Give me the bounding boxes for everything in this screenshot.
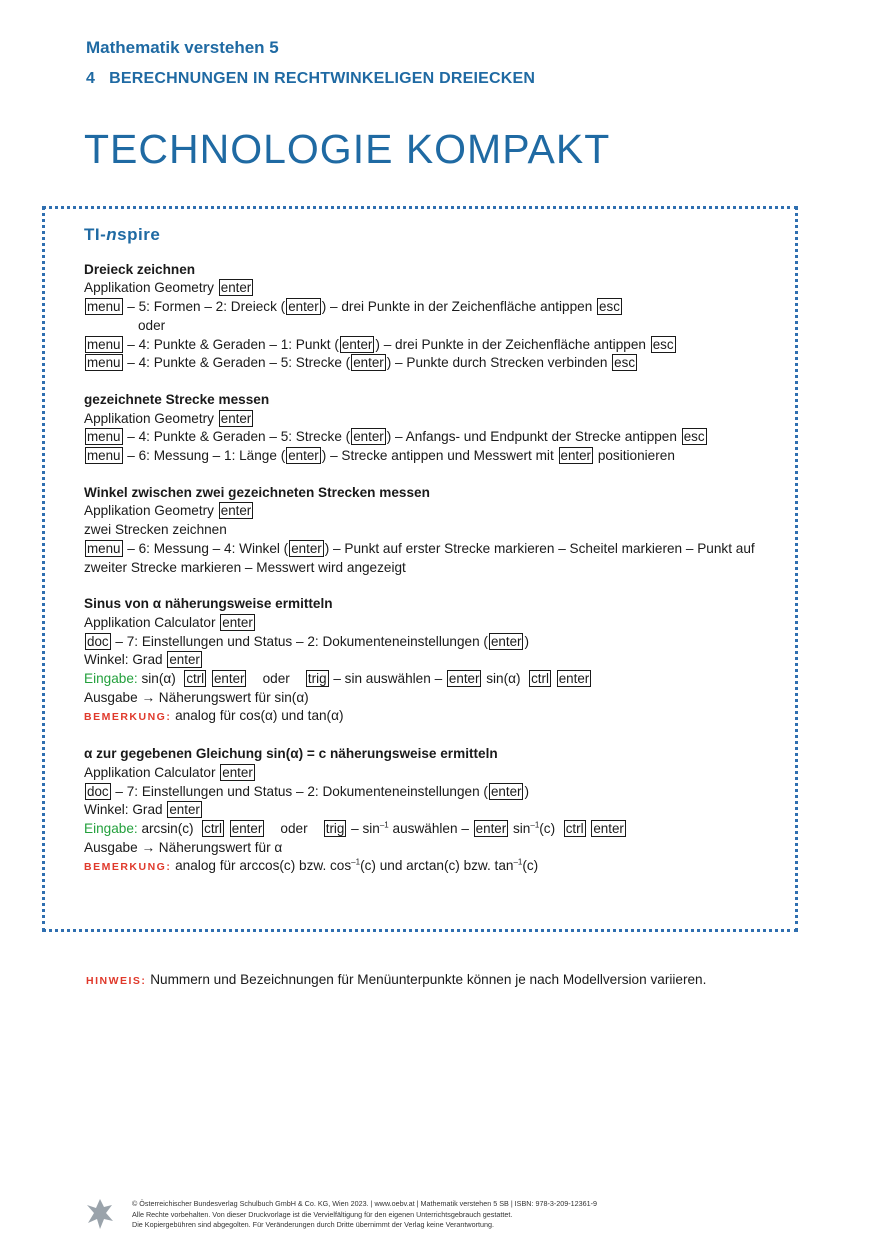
enter-key: enter bbox=[222, 614, 253, 630]
instruction-line: Eingabe: sin(α) ctrl enter oder trig – sin auswählen – enter sin(α) ctrl enter bbox=[84, 671, 590, 687]
footer-copyright: © Österreichischer Bundesverlag Schulbuch GmbH & Co. KG, Wien 2023. | www.oebv.at | Mathematik verstehen 5 SB | ISBN: 978-3-209-12361-9 Alle Rechte vorbehalten. Von dieser Druckvorlage ist die Vervielfältigung für den eigenen Unterrichtsgebrauch gestattet. Die Kopiergebühren sind abgegolten. Für Veränderungen durch Dritte übernimmt der Verlag keine Verantwortung. bbox=[132, 1199, 597, 1229]
section-heading: gezeichnete Strecke messen bbox=[84, 391, 270, 407]
doc-key: doc bbox=[87, 633, 109, 649]
enter-key: enter bbox=[220, 503, 252, 519]
section-strecke-messen bbox=[84, 391, 784, 466]
trig-key: trig bbox=[307, 671, 327, 687]
section-winkel-messen bbox=[84, 484, 784, 578]
remark-label: BEMERKUNG: bbox=[84, 861, 172, 874]
instruction-line: oder bbox=[138, 317, 166, 333]
menu-key: menu bbox=[87, 299, 121, 315]
esc-key: esc bbox=[683, 429, 705, 445]
enter-key: enter bbox=[291, 540, 322, 556]
enter-key: enter bbox=[222, 764, 253, 780]
ctrl-key: ctrl bbox=[204, 820, 222, 836]
section-heading: Winkel zwischen zwei gezeichneten Strecken messen bbox=[84, 484, 430, 500]
instruction-line: Ausgabe → Näherungswert für sin(α) bbox=[84, 689, 309, 705]
enter-key: enter bbox=[341, 336, 373, 352]
instruction-line: Applikation Calculator enter bbox=[84, 764, 253, 780]
instruction-line: Applikation Geometry enter bbox=[84, 280, 252, 296]
instruction-line: menu – 5: Formen – 2: Dreieck ( enter ) – drei Punkte in der Zeichenfläche antippen esc bbox=[87, 299, 620, 315]
device-title: TI-nspire bbox=[84, 225, 161, 244]
instruction-line: menu – 4: Punkte & Geraden – 1: Punkt ( enter ) – drei Punkte in der Zeichenfläche antippen esc bbox=[87, 336, 674, 352]
hint-note bbox=[86, 972, 706, 987]
instruction-line: Eingabe: arcsin(c) ctrl enter oder trig – $\sin^{-1}$ auswählen – enter $\sin^{-1}(c)$ ctrl enter bbox=[84, 820, 624, 836]
instruction-line: Ausgabe → Näherungswert für α bbox=[84, 839, 283, 855]
ctrl-key: ctrl bbox=[186, 671, 205, 687]
enter-key: enter bbox=[558, 671, 590, 687]
menu-key: menu bbox=[87, 540, 121, 556]
enter-key: enter bbox=[560, 448, 592, 464]
esc-key: esc bbox=[599, 299, 620, 315]
enter-key: enter bbox=[353, 355, 384, 371]
book-title: Mathematik verstehen 5 bbox=[86, 38, 279, 57]
enter-key: enter bbox=[448, 671, 480, 687]
ctrl-key: ctrl bbox=[565, 820, 584, 836]
remark-label: BEMERKUNG: bbox=[84, 711, 172, 724]
trig-key: trig bbox=[325, 820, 345, 836]
esc-key: esc bbox=[652, 336, 674, 352]
remark-line: BEMERKUNG: analog für cos(α) und tan(α) bbox=[84, 708, 344, 724]
instruction-line: zwei Strecken zeichnen bbox=[84, 522, 227, 538]
enter-key: enter bbox=[220, 280, 252, 296]
section-alpha-ermitteln bbox=[84, 745, 784, 877]
instruction-line: Winkel: Grad enter bbox=[84, 802, 200, 818]
doc-key: doc bbox=[87, 783, 109, 799]
instruction-content bbox=[84, 226, 784, 895]
instruction-line: menu – 4: Punkte & Geraden – 5: Strecke ( enter ) – Anfangs- und Endpunkt der Strecke antippen esc bbox=[87, 429, 705, 445]
instruction-line: menu – 4: Punkte & Geraden – 5: Strecke ( enter ) – Punkte durch Strecken verbinden esc bbox=[87, 355, 636, 371]
chapter-heading bbox=[86, 70, 535, 88]
enter-key: enter bbox=[220, 410, 252, 426]
chapter-title: BERECHNUNGEN IN RECHTWINKELIGEN DREIECKEN bbox=[109, 70, 536, 87]
enter-key: enter bbox=[288, 299, 319, 315]
instruction-line: Applikation Geometry enter bbox=[84, 410, 252, 426]
eingabe-label: Eingabe: bbox=[84, 671, 138, 687]
enter-key: enter bbox=[490, 783, 522, 799]
section-sinus-ermitteln bbox=[84, 595, 784, 727]
instruction-line: Winkel: Grad enter bbox=[84, 652, 200, 668]
enter-key: enter bbox=[490, 633, 522, 649]
ctrl-key: ctrl bbox=[531, 671, 549, 687]
menu-key: menu bbox=[87, 448, 121, 464]
hint-text: Nummern und Bezeichnungen für Menüunterpunkte können je nach Modellversion variieren. bbox=[150, 972, 707, 987]
enter-key: enter bbox=[169, 802, 200, 818]
section-dreieck-zeichnen bbox=[84, 261, 784, 373]
instruction-line: menu – 6: Messung – 1: Länge ( enter ) – Strecke antippen und Messwert mit enter positionieren bbox=[87, 448, 675, 464]
enter-key: enter bbox=[475, 820, 507, 836]
section-heading: α zur gegebenen Gleichung sin(α) = c näherungsweise ermitteln bbox=[84, 746, 498, 762]
instruction-line: doc – 7: Einstellungen und Status – 2: Dokumenteneinstellungen ( enter ) bbox=[87, 783, 530, 799]
chapter-number: 4 bbox=[86, 70, 96, 87]
eingabe-label: Eingabe: bbox=[84, 820, 138, 836]
enter-key: enter bbox=[169, 652, 200, 668]
instruction-line: doc – 7: Einstellungen und Status – 2: Dokumenteneinstellungen ( enter ) bbox=[87, 633, 530, 649]
enter-key: enter bbox=[231, 820, 263, 836]
menu-key: menu bbox=[87, 355, 121, 371]
esc-key: esc bbox=[614, 355, 636, 371]
section-heading: Dreieck zeichnen bbox=[84, 261, 196, 277]
enter-key: enter bbox=[288, 448, 319, 464]
publisher-logo-icon bbox=[86, 1197, 114, 1231]
enter-key: enter bbox=[353, 429, 384, 445]
menu-key: menu bbox=[87, 429, 121, 445]
enter-key: enter bbox=[593, 820, 624, 836]
remark-line: BEMERKUNG: analog für arccos(c) bzw. $\cos^{-1}(c)$ und arctan(c) bzw. $\tan^{-1}(c)$ bbox=[84, 857, 539, 874]
hint-label: HINWEIS: bbox=[86, 975, 147, 987]
instruction-line: Applikation Calculator enter bbox=[84, 614, 253, 630]
page-title: TECHNOLOGIE KOMPAKT bbox=[84, 126, 611, 172]
section-heading: Sinus von α näherungsweise ermitteln bbox=[84, 596, 333, 612]
enter-key: enter bbox=[213, 671, 245, 687]
instruction-line: Applikation Geometry enter bbox=[84, 503, 252, 519]
menu-key: menu bbox=[87, 336, 121, 352]
instruction-line: menu – 6: Messung – 4: Winkel ( enter ) – Punkt auf erster Strecke markieren – Scheitel markieren – Punkt auf zweiter Strecke markieren – Messwert wird angezeigt bbox=[84, 540, 755, 575]
